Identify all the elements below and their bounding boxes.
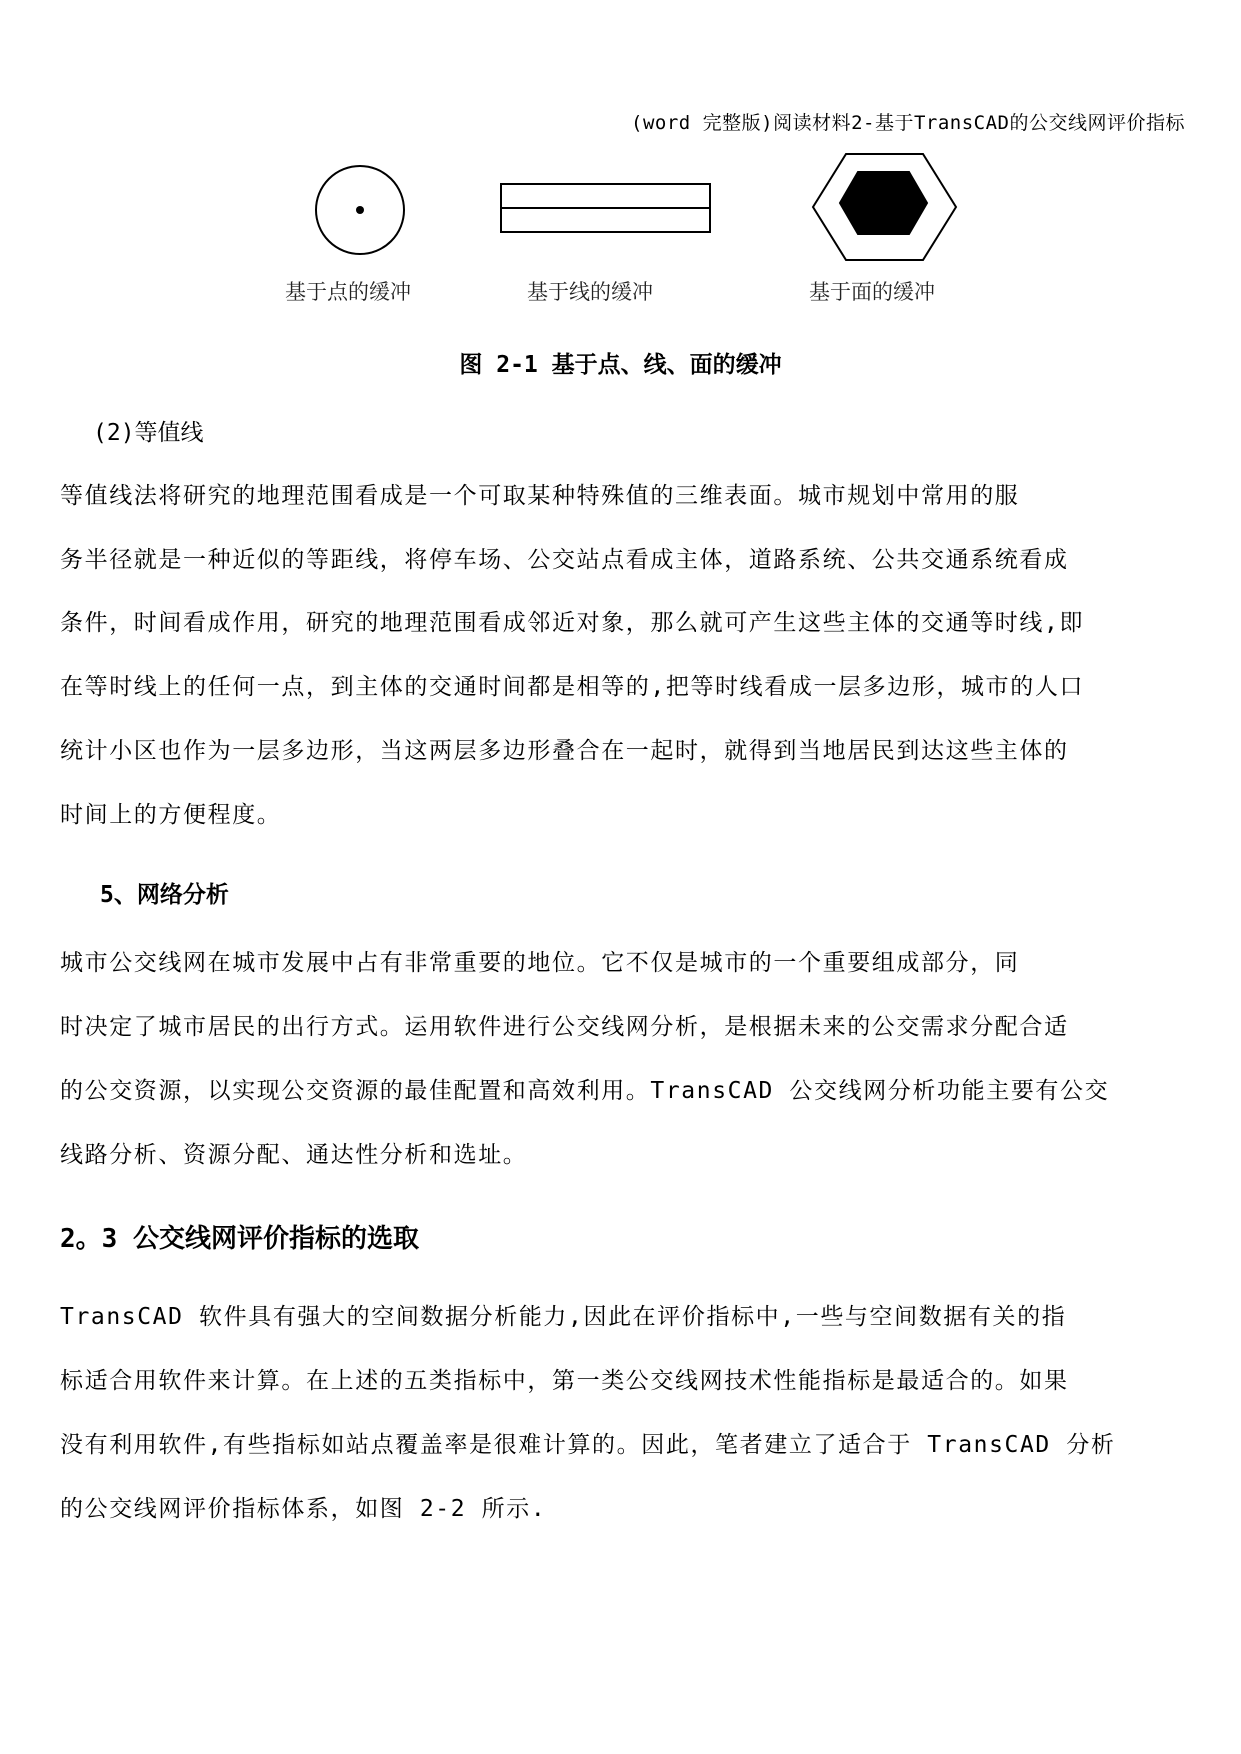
paragraph-line: 等值线法将研究的地理范围看成是一个可取某种特殊值的三维表面。城市规划中常用的服 bbox=[60, 483, 1020, 509]
paragraph-line: 城市公交线网在城市发展中占有非常重要的地位。它不仅是城市的一个重要组成部分，同 bbox=[60, 950, 1020, 976]
buffer-figure bbox=[0, 150, 1241, 280]
paragraph-line: 的公交线网评价指标体系，如图 2-2 所示. bbox=[60, 1496, 547, 1522]
point-buffer-label: 基于点的缓冲 bbox=[285, 280, 411, 304]
paragraph-line: TransCAD 软件具有强大的空间数据分析能力,因此在评价指标中,一些与空间数据有关的指 bbox=[60, 1304, 1067, 1330]
paragraph-line: 没有利用软件,有些指标如站点覆盖率是很难计算的。因此，笔者建立了适合于 TransCAD 分析 bbox=[60, 1432, 1116, 1458]
page-header: (word 完整版)阅读材料2-基于TransCAD的公交线网评价指标 bbox=[631, 112, 1185, 134]
point-buffer-center bbox=[356, 206, 364, 214]
isoline-heading: (2)等值线 bbox=[93, 420, 204, 446]
section-heading: 2。3 公交线网评价指标的选取 bbox=[60, 1224, 419, 1254]
paragraph-line: 标适合用软件来计算。在上述的五类指标中，第一类公交线网技术性能指标是最适合的。如果 bbox=[60, 1368, 1069, 1394]
line-buffer-label: 基于线的缓冲 bbox=[527, 280, 653, 304]
paragraph-line: 时间上的方便程度。 bbox=[60, 802, 282, 828]
paragraph-line: 的公交资源，以实现公交资源的最佳配置和高效利用。TransCAD 公交线网分析功能主要有公交 bbox=[60, 1078, 1110, 1104]
paragraph-line: 统计小区也作为一层多边形，当这两层多边形叠合在一起时，就得到当地居民到达这些主体的 bbox=[60, 738, 1069, 764]
paragraph-line: 时决定了城市居民的出行方式。运用软件进行公交线网分析，是根据未来的公交需求分配合适 bbox=[60, 1014, 1069, 1040]
figure-caption: 图 2-1 基于点、线、面的缓冲 bbox=[459, 352, 782, 378]
polygon-buffer-label: 基于面的缓冲 bbox=[809, 280, 935, 304]
paragraph-line: 条件，时间看成作用，研究的地理范围看成邻近对象，那么就可产生这些主体的交通等时线,即 bbox=[60, 610, 1085, 636]
polygon-buffer-inner bbox=[840, 172, 927, 234]
paragraph-line: 在等时线上的任何一点，到主体的交通时间都是相等的,把等时线看成一层多边形，城市的人口 bbox=[60, 674, 1085, 700]
paragraph-line: 线路分析、资源分配、通达性分析和选址。 bbox=[60, 1142, 528, 1168]
network-analysis-heading: 5、网络分析 bbox=[100, 882, 229, 908]
paragraph-line: 务半径就是一种近似的等距线，将停车场、公交站点看成主体，道路系统、公共交通系统看成 bbox=[60, 547, 1069, 573]
